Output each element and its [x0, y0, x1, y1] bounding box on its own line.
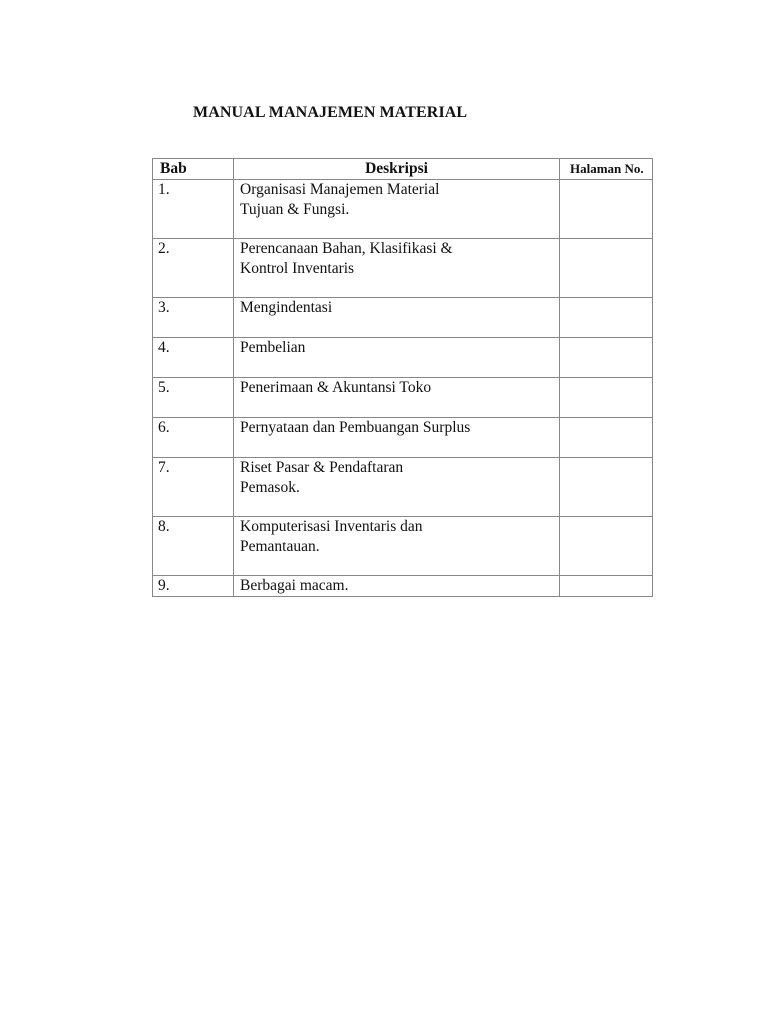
- chapter-number: 3.: [153, 298, 234, 338]
- chapter-description: [234, 576, 560, 597]
- description-line: Komputerisasi Inventaris dan: [240, 518, 423, 535]
- description-line: Berbagai macam.: [240, 577, 349, 594]
- table-row: [153, 458, 653, 517]
- chapter-description: [234, 517, 560, 576]
- description-line: Organisasi Manajemen Material: [240, 181, 440, 198]
- chapter-number: 6.: [153, 418, 234, 458]
- chapter-number: 8.: [153, 517, 234, 576]
- description-line: Pembelian: [240, 339, 306, 356]
- table-row: [153, 298, 653, 338]
- description-line: Kontrol Inventaris: [240, 260, 355, 277]
- table-row: [153, 338, 653, 378]
- chapter-number: 4.: [153, 338, 234, 378]
- table-row: [153, 239, 653, 298]
- header-deskripsi: Deskripsi: [234, 159, 560, 180]
- chapter-number: 1.: [153, 180, 234, 239]
- chapter-description: [234, 418, 560, 458]
- page-number-cell: [560, 418, 653, 458]
- table-of-contents: [152, 158, 653, 597]
- chapter-description: [234, 180, 560, 239]
- description-line: Penerimaan & Akuntansi Toko: [240, 379, 432, 396]
- page-number-cell: [560, 298, 653, 338]
- page-number-cell: [560, 378, 653, 418]
- chapter-description: [234, 298, 560, 338]
- description-line: Pemantauan.: [240, 538, 320, 555]
- page-number-cell: [560, 517, 653, 576]
- table-row: [153, 418, 653, 458]
- chapter-description: [234, 378, 560, 418]
- page-number-cell: [560, 458, 653, 517]
- chapter-number: 2.: [153, 239, 234, 298]
- chapter-number: 7.: [153, 458, 234, 517]
- page-number-cell: [560, 338, 653, 378]
- description-line: Mengindentasi: [240, 299, 333, 316]
- page-number-cell: [560, 239, 653, 298]
- chapter-description: [234, 338, 560, 378]
- table-row: [153, 378, 653, 418]
- header-halaman: Halaman No.: [560, 159, 653, 180]
- chapter-number: 9.: [153, 576, 234, 597]
- page-number-cell: [560, 576, 653, 597]
- table-row: [153, 180, 653, 239]
- description-line: Perencanaan Bahan, Klasifikasi &: [240, 240, 453, 257]
- page-number-cell: [560, 180, 653, 239]
- chapter-description: [234, 239, 560, 298]
- table-row: [153, 576, 653, 597]
- table-row: [153, 517, 653, 576]
- description-line: Tujuan & Fungsi.: [240, 201, 350, 218]
- chapter-description: [234, 458, 560, 517]
- description-line: Riset Pasar & Pendaftaran: [240, 459, 404, 476]
- document-title: MANUAL MANAJEMEN MATERIAL: [193, 104, 468, 121]
- chapter-number: 5.: [153, 378, 234, 418]
- table-header-row: [153, 159, 653, 180]
- description-line: Pernyataan dan Pembuangan Surplus: [240, 419, 471, 436]
- description-line: Pemasok.: [240, 479, 300, 496]
- header-bab: Bab: [153, 159, 234, 180]
